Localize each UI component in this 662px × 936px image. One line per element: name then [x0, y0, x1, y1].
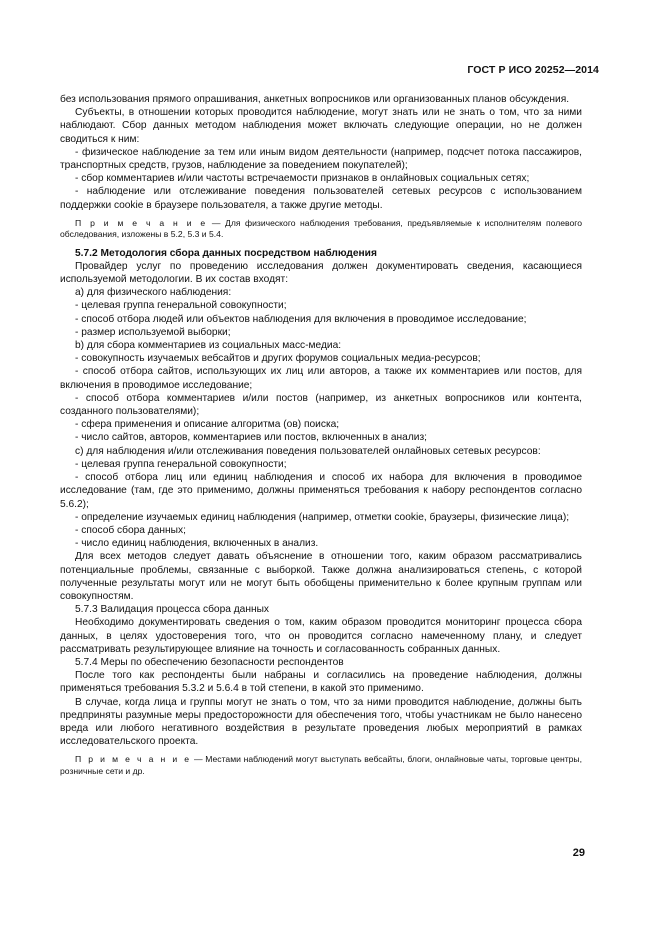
- note-text: — Местами наблюдений могут выступать вебсайты, блоги, онлайновые чаты, торговые центры, розничные сети и др.: [60, 754, 582, 776]
- section-heading: 5.7.3 Валидация процесса сбора данных: [75, 604, 270, 616]
- section-heading: 5.7.2 Методология сбора данных посредством наблюдения: [75, 247, 377, 259]
- paragraph: Субъекты, в отношении которых проводится наблюдение, могут знать или не знать о том, что за ними наблюдают. Сбор данных методом наблюдения может включать следующие операции, но не должен сводиться к ним:: [60, 107, 582, 145]
- list-item: - сфера применения и описание алгоритма (ов) поиска;: [75, 419, 340, 431]
- list-item: - физическое наблюдение за тем или иным видом деятельности (например, подсчет потока пассажиров, транспортных средств, грузов, наблюдение за поведением покупателей);: [60, 146, 582, 172]
- list-item: - сбор комментариев и/или частоты встречаемости признаков в онлайновых социальных сетях;: [75, 173, 530, 185]
- document-id-header: ГОСТ Р ИСО 20252—2014: [467, 64, 599, 76]
- list-item: - определение изучаемых единиц наблюдения (например, отметки cookie, браузеры, физические лица);: [75, 511, 570, 523]
- list-item: - целевая группа генеральной совокупности;: [75, 458, 287, 470]
- note-label: П р и м е ч а н и е: [75, 217, 208, 228]
- paragraph: Провайдер услуг по проведению исследования должен документировать сведения, касающиеся используемой методологии. В их состав входят:: [60, 260, 582, 286]
- list-item: - наблюдение или отслеживание поведения пользователей сетевых ресурсов с использованием поддержки cookie в браузере пользователя, а также другие методы.: [60, 186, 582, 211]
- list-item: - способ отбора лиц или единиц наблюдения и способ их набора для включения в проводимое исследование (там, где это применимо, должны применяться требования к набору респондентов согласно 5.6.2);: [60, 472, 582, 510]
- document-body: [60, 93, 582, 783]
- list-item: - размер используемой выборки;: [75, 326, 231, 338]
- list-item: - способ отбора людей или объектов наблюдения для включения в проводимое исследование;: [75, 313, 527, 325]
- list-item: - способ отбора сайтов, использующих их лиц или авторов, а также их комментариев или постов, для включения в проводимое исследование;: [60, 366, 582, 391]
- paragraph: Необходимо документировать сведения о том, каким образом проводится мониторинг процесса сбора данных, в целях удостоверения того, что он проводится согласно намеченному плану, и следует рассматривать результирующее влияние на точность и согласованность собранных данных.: [60, 617, 582, 655]
- note-label: П р и м е ч а н и е: [75, 754, 192, 765]
- paragraph: После того как респонденты были набраны и согласились на проведение наблюдения, должны применяться требования 5.3.2 и 5.6.4 в той степени, в какой это применимо.: [60, 670, 582, 695]
- list-item: - способ сбора данных;: [75, 524, 186, 536]
- paragraph: В случае, когда лица и группы могут не знать о том, что за ними проводится наблюдение, должны быть предприняты разумные меры предосторожности для обеспечения того, чтобы участникам не было нанесено вреда или любого негативного воздействия в результате проведения любых мероприятий в рамках исследовательского проекта.: [60, 696, 582, 748]
- paragraph: Для всех методов следует давать объяснение в отношении того, каким образом рассматривались потенциальные проблемы, связанные с выборкой. Также должна анализироваться степень, с которой полученные результаты могут или не могут быть обобщены применительно к более крупным группам или совокупностям.: [60, 551, 582, 602]
- list-item: c) для наблюдения и/или отслеживания поведения пользователей онлайновых сетевых ресурсов:: [75, 445, 541, 457]
- page-number: 29: [572, 847, 585, 859]
- list-item: - совокупность изучаемых вебсайтов и других форумов социальных медиа-ресурсов;: [75, 353, 481, 365]
- note-text: — Для физического наблюдения требования, предъявляемые к исполнителям полевого обследования, изложены в 5.2, 5.3 и 5.4.: [60, 217, 582, 240]
- paragraph: без использования прямого опрашивания, анкетных вопросников или организованных планов обсуждения.: [60, 94, 570, 105]
- list-item: - число единиц наблюдения, включенных в анализ.: [75, 538, 319, 550]
- list-item: - число сайтов, авторов, комментариев или постов, включенных в анализ;: [75, 432, 427, 444]
- note: [60, 218, 582, 241]
- list-item: a) для физического наблюдения:: [75, 287, 232, 299]
- list-item: - целевая группа генеральной совокупности;: [75, 300, 287, 312]
- section-heading: 5.7.4 Меры по обеспечению безопасности респондентов: [75, 656, 344, 668]
- note: [60, 754, 582, 777]
- list-item: b) для сбора комментариев из социальных масс-медиа:: [75, 340, 342, 352]
- list-item: - способ отбора комментариев и/или постов (например, из анкетных вопросников или контента, созданного пользователями);: [60, 392, 582, 418]
